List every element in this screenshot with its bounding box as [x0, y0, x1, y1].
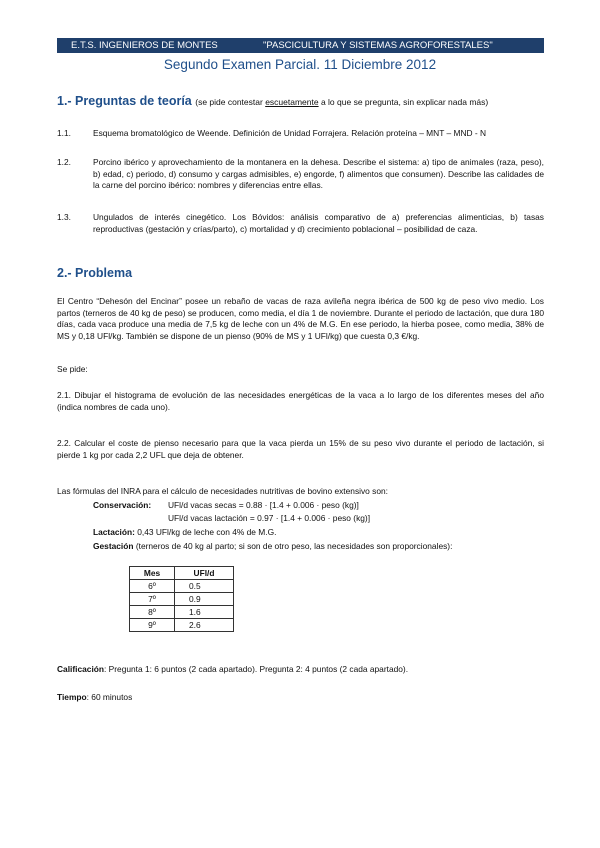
lactacion-line: Lactación: 0,43 UFl/kg de leche con 4% de M.G.	[93, 527, 277, 537]
question-text: Porcino ibérico y aprovechamiento de la montanera en la dehesa. Describe el sistema: a) tipo de animales (raza, peso), b) edad, c) periodo, d) consumo y cargas admisibles, e) engorde, f) alimentos que consumen). Describe las calidades de la carne del porcino ibérico: nombres y diferencias entre ellas.	[93, 157, 544, 191]
table-cell-ufl: 1.6	[175, 606, 234, 619]
table-row	[130, 580, 234, 593]
table-header-row	[130, 567, 234, 580]
table-cell-mes: 7º	[130, 593, 175, 606]
exam-subtitle: Segundo Examen Parcial. 11 Diciembre 2012	[163, 57, 437, 72]
conservacion-label: Conservación:	[93, 500, 152, 510]
table-row	[130, 593, 234, 606]
question-number: 1.2.	[57, 157, 71, 167]
question-1-3	[57, 212, 544, 235]
tiempo-line: Tiempo: 60 minutos	[57, 692, 133, 702]
gestacion-line: Gestación (terneros de 40 kg al parto; si son de otro peso, las necesidades son proporcionales):	[93, 541, 453, 551]
table-cell-ufl: 0.5	[175, 580, 234, 593]
question-1-1	[57, 128, 544, 140]
question-number: 1.3.	[57, 212, 71, 222]
section1-title-text: 1.- Preguntas de teoría	[57, 94, 192, 108]
table-cell-ufl: 0.9	[175, 593, 234, 606]
se-pide: Se pide:	[57, 364, 88, 374]
table-cell-mes: 9º	[130, 619, 175, 632]
calificacion-line: Calificación: Pregunta 1: 6 puntos (2 cada apartado). Pregunta 2: 4 puntos (2 cada apartado).	[57, 664, 409, 674]
question-text: Esquema bromatológico de Weende. Definición de Unidad Forrajera. Relación proteína – MNT – MND - N	[93, 128, 487, 138]
problem-intro: El Centro “Dehesón del Encinar” posee un rebaño de vacas de raza avileña negra ibérica de 500 kg de peso vivo medio. Los partos (terneros de 40 kg de peso) se producen, como media, el día 1 de noviembre. Durante el periodo de lactación, que dura 180 días, cada vaca produce una media de 7,5 kg de leche con un 4% de M.G. En ese periodo, la hierba posee, como media, 38% de MS y 0,18 UFl/kg. También se dispone de un pienso (90% de MS y 1 UFl/kg) que cuesta 0,3 €/kg.	[57, 296, 544, 341]
table-header-ufl: UFl/d	[175, 567, 234, 580]
header-course: "PASCICULTURA Y SISTEMAS AGROFORESTALES"	[263, 40, 493, 51]
gestacion-table	[129, 566, 234, 632]
table-cell-ufl: 2.6	[175, 619, 234, 632]
question-2-1: 2.1. Dibujar el histograma de evolución de las necesidades energéticas de la vaca a lo largo de los diferentes meses del año (indica nombres de cada uno).	[57, 390, 544, 412]
table-header-mes: Mes	[130, 567, 175, 580]
table-row	[130, 606, 234, 619]
section2-title: 2.- Problema	[57, 266, 133, 280]
conservacion-formula-2: UFl/d vacas lactación = 0.97 · [1.4 + 0.006 · peso (kg)]	[168, 513, 371, 523]
question-text: Ungulados de interés cinegético. Los Bóvidos: análisis comparativo de a) preferencias alimenticias, b) tasas reproductivas (gestación y crías/parto), c) mortalidad y d) crecimiento poblacional – posibilidad de caza.	[93, 212, 544, 234]
conservacion-formula-1: UFl/d vacas secas = 0.88 · [1.4 + 0.006 · peso (kg)]	[168, 500, 359, 510]
section1-title	[57, 94, 488, 108]
question-1-2	[57, 157, 544, 192]
question-number: 1.1.	[57, 128, 71, 138]
question-2-2: 2.2. Calcular el coste de pienso necesario para que la vaca pierda un 15% de su peso vivo durante el periodo de lactación, si pierde 1 kg por cada 2,2 UFL que deja de obtener.	[57, 438, 544, 460]
table-row	[130, 619, 234, 632]
header-school: E.T.S. INGENIEROS DE MONTES	[71, 40, 218, 51]
header-band	[57, 38, 544, 53]
table-cell-mes: 8º	[130, 606, 175, 619]
section1-note: (se pide contestar escuetamente a lo que se pregunta, sin explicar nada más)	[195, 97, 489, 107]
table-cell-mes: 6º	[130, 580, 175, 593]
formulas-intro: Las fórmulas del INRA para el cálculo de necesidades nutritivas de bovino extensivo son:	[57, 486, 388, 496]
